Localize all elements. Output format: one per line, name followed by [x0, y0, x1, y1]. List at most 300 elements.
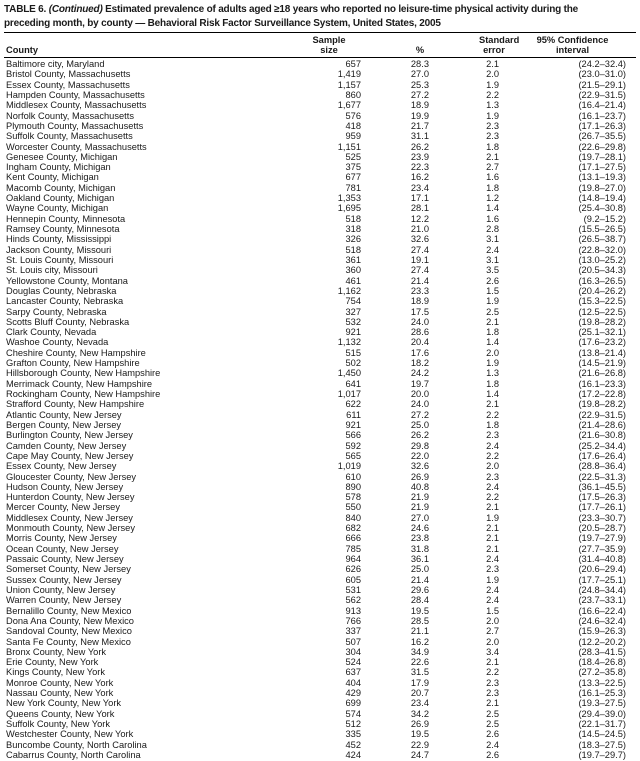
county-cell: Suffolk County, Massachusetts	[6, 131, 133, 142]
sample-size-cell: 1,017	[337, 389, 361, 399]
county-cell: Ingham County, Michigan	[6, 162, 111, 173]
percent-cell: 28.3	[410, 59, 429, 69]
percent-cell: 27.2	[410, 89, 429, 100]
table-row	[4, 544, 636, 554]
standard-error-cell: 1.9	[486, 574, 499, 585]
sample-size-cell: 574	[345, 708, 361, 719]
county-cell: Santa Fe County, New Mexico	[6, 636, 131, 647]
sample-size-cell: 578	[345, 492, 361, 503]
standard-error-cell: 2.3	[486, 120, 499, 131]
percent-cell: 23.3	[410, 285, 429, 296]
county-cell: Norfolk County, Massachusetts	[6, 110, 134, 121]
sample-size-cell: 452	[345, 739, 361, 750]
sample-size-cell: 375	[345, 162, 361, 173]
confidence-interval-cell: (12.5–22.5)	[578, 306, 626, 317]
percent-cell: 20.4	[410, 337, 429, 348]
standard-error-cell: 1.8	[486, 182, 499, 193]
confidence-interval-cell: (25.4–30.8)	[578, 203, 626, 214]
table-row	[4, 203, 636, 213]
confidence-interval-cell: (27.7–35.9)	[578, 543, 626, 554]
county-cell: St. Louis city, Missouri	[6, 265, 98, 276]
table-row	[4, 90, 636, 100]
standard-error-cell: 2.1	[486, 399, 499, 410]
table-row	[4, 224, 636, 234]
percent-cell: 21.4	[410, 275, 429, 286]
confidence-interval-cell: (19.7–27.9)	[578, 533, 626, 544]
percent-cell: 28.6	[410, 327, 429, 338]
table-row	[4, 358, 636, 368]
sample-size-cell: 592	[345, 440, 361, 451]
standard-error-cell: 1.6	[486, 213, 499, 224]
standard-error-cell: 2.4	[486, 595, 499, 606]
county-cell: Warren County, New Jersey	[6, 595, 122, 606]
percent-cell: 21.1	[410, 626, 429, 637]
confidence-interval-cell: (13.3–22.5)	[578, 677, 626, 688]
percent-column-header: %	[371, 33, 439, 58]
county-cell: Middlesex County, New Jersey	[6, 512, 133, 523]
sample-size-cell: 1,132	[337, 337, 361, 348]
sample-size-cell: 318	[345, 224, 361, 234]
sample-size-cell: 677	[345, 172, 361, 183]
table-row	[4, 265, 636, 275]
table-row	[4, 585, 636, 595]
sample-size-cell: 641	[345, 378, 361, 389]
percent-cell: 26.2	[410, 141, 429, 152]
table-row	[4, 255, 636, 265]
table-row	[4, 554, 636, 564]
standard-error-cell: 2.1	[486, 698, 499, 709]
confidence-interval-cell: (25.1–32.1)	[578, 327, 626, 338]
table-row	[4, 379, 636, 389]
standard-error-cell: 2.1	[486, 151, 499, 162]
standard-error-cell: 2.0	[486, 69, 499, 80]
standard-error-cell: 2.1	[486, 657, 499, 668]
sample-size-cell: 840	[345, 512, 361, 523]
sample-size-cell: 1,019	[337, 461, 361, 472]
percent-cell: 19.5	[410, 605, 429, 616]
percent-cell: 36.1	[410, 554, 429, 564]
percent-cell: 17.9	[410, 677, 429, 688]
table-row	[4, 461, 636, 471]
county-cell: Plymouth County, Massachusetts	[6, 120, 144, 131]
percent-cell: 26.9	[410, 471, 429, 482]
percent-cell: 21.0	[410, 224, 429, 234]
table-row	[4, 482, 636, 492]
sample-size-cell: 766	[345, 615, 361, 626]
percent-cell: 32.6	[410, 234, 429, 245]
percent-cell: 23.9	[410, 151, 429, 162]
county-cell: Bristol County, Massachusetts	[6, 69, 131, 80]
table-row	[4, 337, 636, 347]
sample-size-cell: 418	[345, 120, 361, 131]
confidence-interval-cell: (23.3–30.7)	[578, 512, 626, 523]
standard-error-cell: 1.9	[486, 296, 499, 307]
standard-error-cell: 2.3	[486, 430, 499, 441]
table-row	[4, 606, 636, 616]
percent-cell: 27.4	[410, 265, 429, 276]
confidence-interval-cell: (14.5–24.5)	[578, 729, 626, 740]
county-cell: Middlesex County, Massachusetts	[6, 100, 147, 111]
standard-error-cell: 2.5	[486, 719, 499, 729]
table-row	[4, 193, 636, 203]
percent-cell: 25.0	[410, 419, 429, 430]
table-row	[4, 523, 636, 533]
percent-cell: 17.6	[410, 347, 429, 358]
confidence-interval-cell: (17.7–26.1)	[578, 502, 626, 513]
standard-error-cell: 2.2	[486, 667, 499, 678]
standard-error-cell: 2.1	[486, 543, 499, 554]
sample-size-cell: 921	[345, 419, 361, 430]
sample-size-cell: 576	[345, 110, 361, 121]
county-cell: Strafford County, New Hampshire	[6, 399, 145, 410]
percent-cell: 24.7	[410, 749, 429, 760]
table-row	[4, 729, 636, 739]
county-cell: Sarpy County, Nebraska	[6, 306, 107, 317]
standard-error-cell: 2.4	[486, 554, 499, 564]
county-cell: Monroe County, New York	[6, 677, 114, 688]
table-row	[4, 698, 636, 708]
county-cell: Atlantic County, New Jersey	[6, 409, 122, 420]
confidence-interval-cell: (19.7–29.7)	[578, 749, 626, 760]
confidence-interval-cell: (16.6–22.4)	[578, 605, 626, 616]
table-row	[4, 502, 636, 512]
sample-size-cell: 860	[345, 89, 361, 100]
table-row	[4, 58, 636, 70]
sample-size-cell: 532	[345, 316, 361, 327]
county-cell: Baltimore city, Maryland	[6, 59, 105, 69]
table-row	[4, 142, 636, 152]
sample-size-cell: 424	[345, 749, 361, 760]
county-cell: Suffolk County, New York	[6, 719, 111, 729]
sample-size-cell: 785	[345, 543, 361, 554]
percent-cell: 31.5	[410, 667, 429, 678]
confidence-interval-cell: (23.0–31.0)	[578, 69, 626, 80]
percent-cell: 20.7	[410, 688, 429, 699]
confidence-interval-cell: (9.2–15.2)	[583, 213, 626, 224]
percent-cell: 25.0	[410, 564, 429, 575]
table-row	[4, 740, 636, 750]
county-cell: Union County, New Jersey	[6, 584, 116, 595]
confidence-interval-cell: (13.0–25.2)	[578, 254, 626, 265]
county-cell: Cabarrus County, North Carolina	[6, 749, 141, 760]
confidence-interval-cell: (24.6–32.4)	[578, 615, 626, 626]
confidence-interval-cell: (20.6–29.4)	[578, 564, 626, 575]
confidence-interval-cell: (13.1–19.3)	[578, 172, 626, 183]
percent-cell: 31.8	[410, 543, 429, 554]
sample-size-cell: 515	[345, 347, 361, 358]
county-cell: Queens County, New York	[6, 708, 115, 719]
standard-error-cell: 1.8	[486, 378, 499, 389]
sample-size-cell: 611	[346, 409, 361, 420]
percent-cell: 34.9	[410, 646, 429, 657]
county-cell: Morris County, New Jersey	[6, 533, 117, 544]
percent-cell: 32.6	[410, 461, 429, 472]
county-cell: Buncombe County, North Carolina	[6, 739, 147, 750]
table-row	[4, 709, 636, 719]
sample-size-cell: 657	[345, 59, 361, 69]
sample-size-cell: 337	[345, 626, 361, 637]
county-cell: Ocean County, New Jersey	[6, 543, 119, 554]
standard-error-column-header: Standard error	[439, 33, 509, 58]
percent-cell: 23.4	[410, 698, 429, 709]
percent-cell: 27.2	[410, 409, 429, 420]
sample-size-cell: 360	[345, 265, 361, 276]
standard-error-cell: 1.4	[486, 337, 499, 348]
table-row	[4, 533, 636, 543]
sample-size-cell: 512	[345, 719, 361, 729]
table-row	[4, 420, 636, 430]
table-row	[4, 69, 636, 79]
county-cell: Sandoval County, New Mexico	[6, 626, 132, 637]
percent-cell: 26.9	[410, 719, 429, 729]
sample-size-cell: 959	[345, 131, 361, 142]
sample-size-cell: 682	[345, 523, 361, 534]
table-row	[4, 492, 636, 502]
confidence-interval-cell: (31.4–40.8)	[578, 554, 626, 564]
confidence-interval-cell: (12.2–20.2)	[578, 636, 626, 647]
percent-cell: 27.0	[410, 512, 429, 523]
confidence-interval-cell: (21.6–30.8)	[578, 430, 626, 441]
table-row	[4, 410, 636, 420]
county-cell: Bernalillo County, New Mexico	[6, 605, 132, 616]
confidence-interval-cell: (19.3–27.5)	[578, 698, 626, 709]
standard-error-cell: 2.6	[486, 729, 499, 740]
percent-cell: 22.3	[410, 162, 429, 173]
standard-error-cell: 2.2	[486, 89, 499, 100]
sample-size-cell: 518	[345, 244, 361, 255]
sample-size-cell: 326	[345, 234, 361, 245]
county-cell: Kent County, Michigan	[6, 172, 99, 183]
standard-error-cell: 2.6	[486, 749, 499, 760]
table-row	[4, 131, 636, 141]
percent-cell: 20.0	[410, 389, 429, 399]
table-title-line1: Estimated prevalence of adults aged ≥18 years who reported no leisure-time physical activity during the	[102, 4, 578, 15]
confidence-interval-cell: (17.5–26.3)	[578, 492, 626, 503]
standard-error-cell: 1.2	[486, 193, 499, 204]
county-cell: Passaic County, New Jersey	[6, 554, 124, 564]
confidence-interval-cell: (22.9–31.5)	[578, 409, 626, 420]
confidence-interval-cell: (20.5–28.7)	[578, 523, 626, 534]
standard-error-cell: 2.6	[486, 275, 499, 286]
sample-size-cell: 1,695	[337, 203, 361, 214]
county-cell: Macomb County, Michigan	[6, 182, 116, 193]
county-cell: Douglas County, Nebraska	[6, 285, 117, 296]
county-cell: Hudson County, New Jersey	[6, 481, 124, 492]
standard-error-cell: 2.2	[486, 409, 499, 420]
standard-error-cell: 3.5	[486, 265, 499, 276]
table-row	[4, 307, 636, 317]
confidence-interval-cell: (26.5–38.7)	[578, 234, 626, 245]
table-title	[4, 3, 636, 32]
confidence-interval-cell: (19.8–28.2)	[578, 399, 626, 410]
percent-cell: 24.2	[410, 368, 429, 379]
sample-size-cell: 566	[345, 430, 361, 441]
percent-cell: 22.9	[410, 739, 429, 750]
table-row	[4, 564, 636, 574]
county-cell: Lancaster County, Nebraska	[6, 296, 124, 307]
county-cell: Worcester County, Massachusetts	[6, 141, 147, 152]
percent-cell: 28.5	[410, 615, 429, 626]
standard-error-cell: 2.7	[486, 162, 499, 173]
standard-error-cell: 2.2	[486, 450, 499, 461]
sample-size-cell: 1,157	[337, 79, 361, 90]
county-cell: Kings County, New York	[6, 667, 106, 678]
county-cell: Hillsborough County, New Hampshire	[6, 368, 161, 379]
percent-cell: 21.7	[410, 120, 429, 131]
county-cell: Cape May County, New Jersey	[6, 450, 134, 461]
standard-error-cell: 2.3	[486, 131, 499, 142]
table-header	[4, 33, 636, 58]
confidence-interval-cell: (22.5–31.3)	[578, 471, 626, 482]
table-row	[4, 234, 636, 244]
percent-cell: 17.1	[410, 193, 429, 204]
county-cell: Scotts Bluff County, Nebraska	[6, 316, 130, 327]
confidence-interval-cell: (14.5–21.9)	[578, 358, 626, 369]
standard-error-cell: 2.1	[486, 59, 499, 69]
standard-error-cell: 1.4	[486, 389, 499, 399]
table-title-prefix: TABLE 6.	[4, 4, 49, 15]
percent-cell: 19.5	[410, 729, 429, 740]
confidence-interval-cell: (19.8–28.2)	[578, 316, 626, 327]
sample-size-cell: 327	[345, 306, 361, 317]
table-title-line2: preceding month, by county — Behavioral Risk Factor Surveillance System, United States, 2005	[4, 17, 441, 29]
percent-cell: 34.2	[410, 708, 429, 719]
confidence-interval-cell: (21.6–26.8)	[578, 368, 626, 379]
standard-error-cell: 1.4	[486, 203, 499, 214]
confidence-interval-cell: (16.3–26.5)	[578, 275, 626, 286]
standard-error-cell: 2.1	[486, 316, 499, 327]
sample-size-cell: 429	[345, 688, 361, 699]
standard-error-cell: 2.2	[486, 492, 499, 503]
confidence-interval-cell: (28.3–41.5)	[578, 646, 626, 657]
standard-error-cell: 1.3	[486, 100, 499, 111]
county-cell: Burlington County, New Jersey	[6, 430, 133, 441]
sample-size-cell: 565	[345, 450, 361, 461]
county-cell: Somerset County, New Jersey	[6, 564, 131, 575]
standard-error-cell: 2.5	[486, 306, 499, 317]
county-cell: Grafton County, New Hampshire	[6, 358, 140, 369]
county-cell: Erie County, New York	[6, 657, 99, 668]
standard-error-cell: 2.5	[486, 708, 499, 719]
confidence-interval-cell: (15.9–26.3)	[578, 626, 626, 637]
percent-cell: 28.1	[410, 203, 429, 214]
confidence-interval-cell: (36.1–45.5)	[578, 481, 626, 492]
standard-error-cell: 2.0	[486, 461, 499, 472]
county-cell: Essex County, Massachusetts	[6, 79, 130, 90]
percent-cell: 22.6	[410, 657, 429, 668]
table-row	[4, 719, 636, 729]
percent-cell: 23.8	[410, 533, 429, 544]
confidence-interval-cell: (21.5–29.1)	[578, 79, 626, 90]
county-cell: Wayne County, Michigan	[6, 203, 109, 214]
standard-error-cell: 2.1	[486, 523, 499, 534]
sample-size-cell: 1,151	[337, 141, 361, 152]
confidence-interval-cell: (26.7–35.5)	[578, 131, 626, 142]
percent-cell: 26.2	[410, 430, 429, 441]
county-cell: Mercer County, New Jersey	[6, 502, 121, 513]
table-row	[4, 348, 636, 358]
confidence-interval-cell: (29.4–39.0)	[578, 708, 626, 719]
county-cell: Washoe County, Nevada	[6, 337, 109, 348]
confidence-interval-cell: (17.6–26.4)	[578, 450, 626, 461]
sample-size-cell: 304	[345, 646, 361, 657]
standard-error-cell: 1.9	[486, 79, 499, 90]
table-row	[4, 595, 636, 605]
standard-error-cell: 2.7	[486, 626, 499, 637]
percent-cell: 16.2	[410, 636, 429, 647]
standard-error-cell: 3.4	[486, 646, 499, 657]
standard-error-cell: 1.9	[486, 358, 499, 369]
table-row	[4, 152, 636, 162]
sample-size-cell: 605	[345, 574, 361, 585]
confidence-interval-column-header: 95% Confidence interval	[509, 33, 636, 58]
standard-error-cell: 1.9	[486, 110, 499, 121]
confidence-interval-cell: (13.8–21.4)	[578, 347, 626, 358]
standard-error-cell: 1.5	[486, 285, 499, 296]
table-row	[4, 111, 636, 121]
percent-cell: 29.6	[410, 584, 429, 595]
standard-error-cell: 2.3	[486, 688, 499, 699]
standard-error-cell: 2.3	[486, 677, 499, 688]
percent-cell: 27.4	[410, 244, 429, 255]
sample-size-cell: 361	[345, 254, 361, 265]
sample-size-cell: 461	[345, 275, 361, 286]
sample-size-column-header: Sample size	[301, 33, 371, 58]
table-row	[4, 513, 636, 523]
sample-size-cell: 964	[345, 554, 361, 564]
county-cell: St. Louis County, Missouri	[6, 254, 114, 265]
percent-cell: 23.4	[410, 182, 429, 193]
table-row	[4, 657, 636, 667]
sample-size-cell: 1,419	[337, 69, 361, 80]
percent-cell: 18.2	[410, 358, 429, 369]
sample-size-cell: 781	[345, 182, 361, 193]
confidence-interval-cell: (15.3–22.5)	[578, 296, 626, 307]
standard-error-cell: 1.8	[486, 419, 499, 430]
county-cell: Gloucester County, New Jersey	[6, 471, 137, 482]
county-column-header: County	[4, 33, 301, 58]
table-row	[4, 100, 636, 110]
county-cell: Dona Ana County, New Mexico	[6, 615, 134, 626]
standard-error-cell: 2.4	[486, 739, 499, 750]
table-row	[4, 245, 636, 255]
percent-cell: 18.9	[410, 296, 429, 307]
percent-cell: 22.0	[410, 450, 429, 461]
confidence-interval-cell: (22.9–31.5)	[578, 89, 626, 100]
sample-size-cell: 610	[345, 471, 361, 482]
table-row	[4, 317, 636, 327]
table-row	[4, 430, 636, 440]
percent-cell: 19.7	[410, 378, 429, 389]
county-cell: Sussex County, New Jersey	[6, 574, 122, 585]
confidence-interval-cell: (16.4–21.4)	[578, 100, 626, 111]
sample-size-cell: 518	[345, 213, 361, 224]
confidence-interval-cell: (24.8–34.4)	[578, 584, 626, 595]
confidence-interval-cell: (17.2–22.8)	[578, 389, 626, 399]
table-row	[4, 162, 636, 172]
standard-error-cell: 1.9	[486, 512, 499, 523]
percent-cell: 18.9	[410, 100, 429, 111]
confidence-interval-cell: (14.8–19.4)	[578, 193, 626, 204]
standard-error-cell: 1.6	[486, 172, 499, 183]
sample-size-cell: 921	[345, 327, 361, 338]
standard-error-cell: 2.3	[486, 564, 499, 575]
county-cell: Yellowstone County, Montana	[6, 275, 128, 286]
table-row	[4, 368, 636, 378]
confidence-interval-cell: (25.2–34.4)	[578, 440, 626, 451]
county-cell: Hunterdon County, New Jersey	[6, 492, 135, 503]
table-row	[4, 327, 636, 337]
